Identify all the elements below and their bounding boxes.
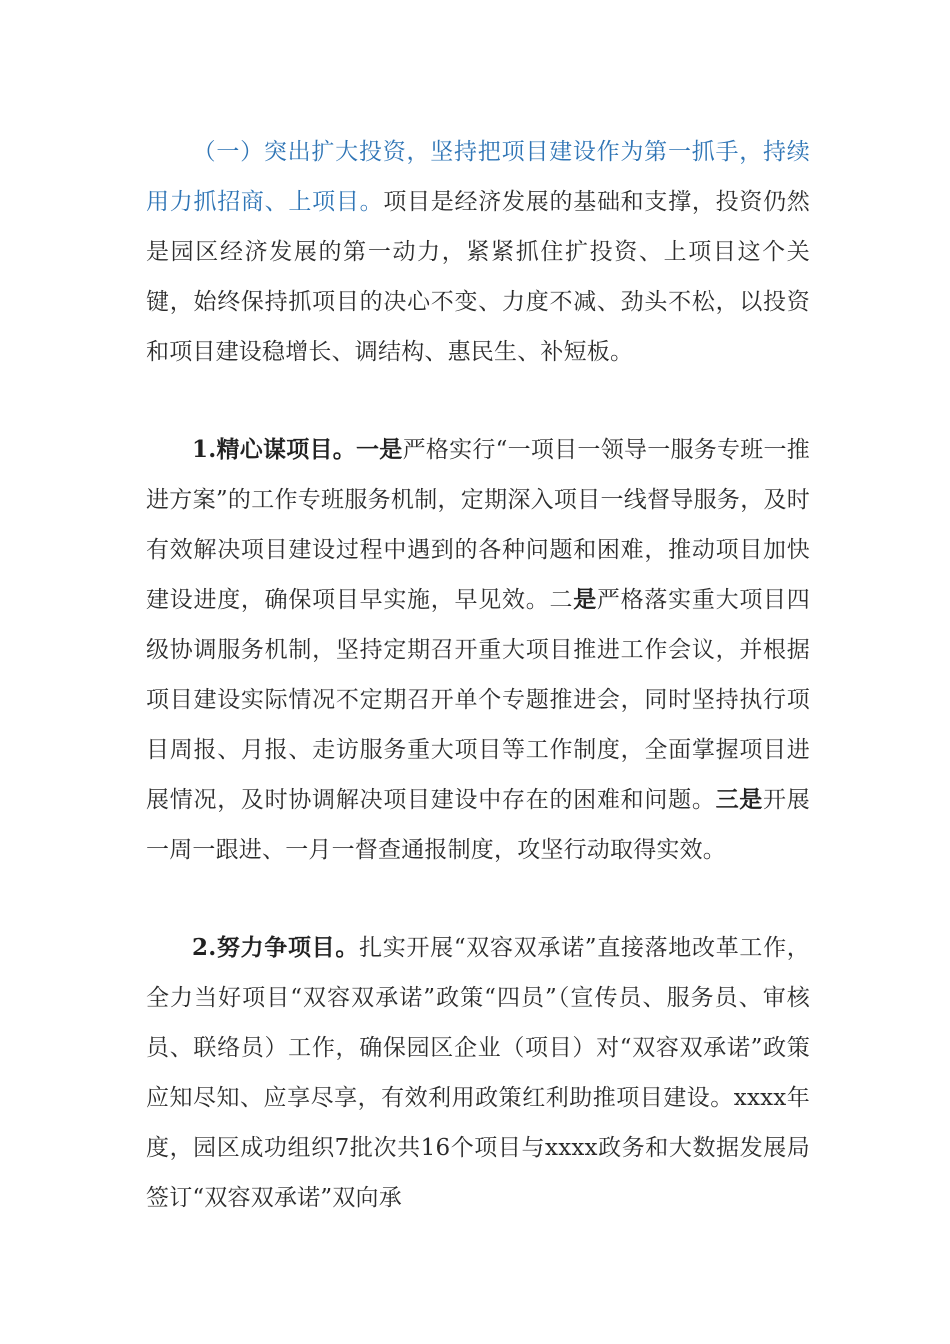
item-1-paragraph [146, 425, 810, 875]
section-paragraph [146, 127, 810, 377]
item-1-text-1: 严格实行“一项目一领导一服务专班一推进方案”的工作专班服务机制，定期深入项目一线督导服务，及时有效解决项目建设过程中遇到的各种问题和困难，推动项目加快建设进度，确保项目早实施，早见效。二 [146, 437, 810, 613]
item-1-title: 1.精心谋项目。 [192, 436, 357, 463]
item-2-text: 扎实开展“双容双承诺”直接落地改革工作，全力当好项目“双容双承诺”政策“四员”（宣传员、服务员、审核员、联络员）工作，确保园区企业（项目）对“双容双承诺”政策应知尽知、应享尽享，有效利用政策红利助推项目建设。xxxx年度，园区成功组织7批次共16个项目与xxxx政务和大数据发展局签订“双容双承诺”双向承 [146, 935, 810, 1211]
section-body: 项目是经济发展的基础和支撑，投资仍然是园区经济发展的第一动力，紧紧抓住扩投资、上项目这个关键，始终保持抓项目的决心不变、力度不减、劲头不松，以投资和项目建设稳增长、调结构、惠民生、补短板。 [146, 189, 811, 365]
item-1-lead-2: 是 [573, 586, 597, 613]
item-1-text-3: 开展一周一跟进、一月一督查通报制度，攻坚行动取得实效。 [146, 787, 810, 863]
section-heading: （一）突出扩大投资，坚持把项目建设作为第一抓手，持续用力抓招商、上项目。 [146, 139, 810, 215]
item-1-lead-3: 三是 [715, 786, 764, 813]
item-2-title: 2.努力争项目。 [192, 934, 360, 961]
item-2-paragraph [146, 923, 810, 1223]
item-1-lead-1: 一是 [356, 436, 403, 463]
item-1-text-2: 严格落实重大项目四级协调服务机制，坚持定期召开重大项目推进工作会议，并根据项目建设实际情况不定期召开单个专题推进会，同时坚持执行项目周报、月报、走访服务重大项目等工作制度，全面掌握项目进展情况，及时协调解决项目建设中存在的困难和问题。 [146, 587, 810, 813]
